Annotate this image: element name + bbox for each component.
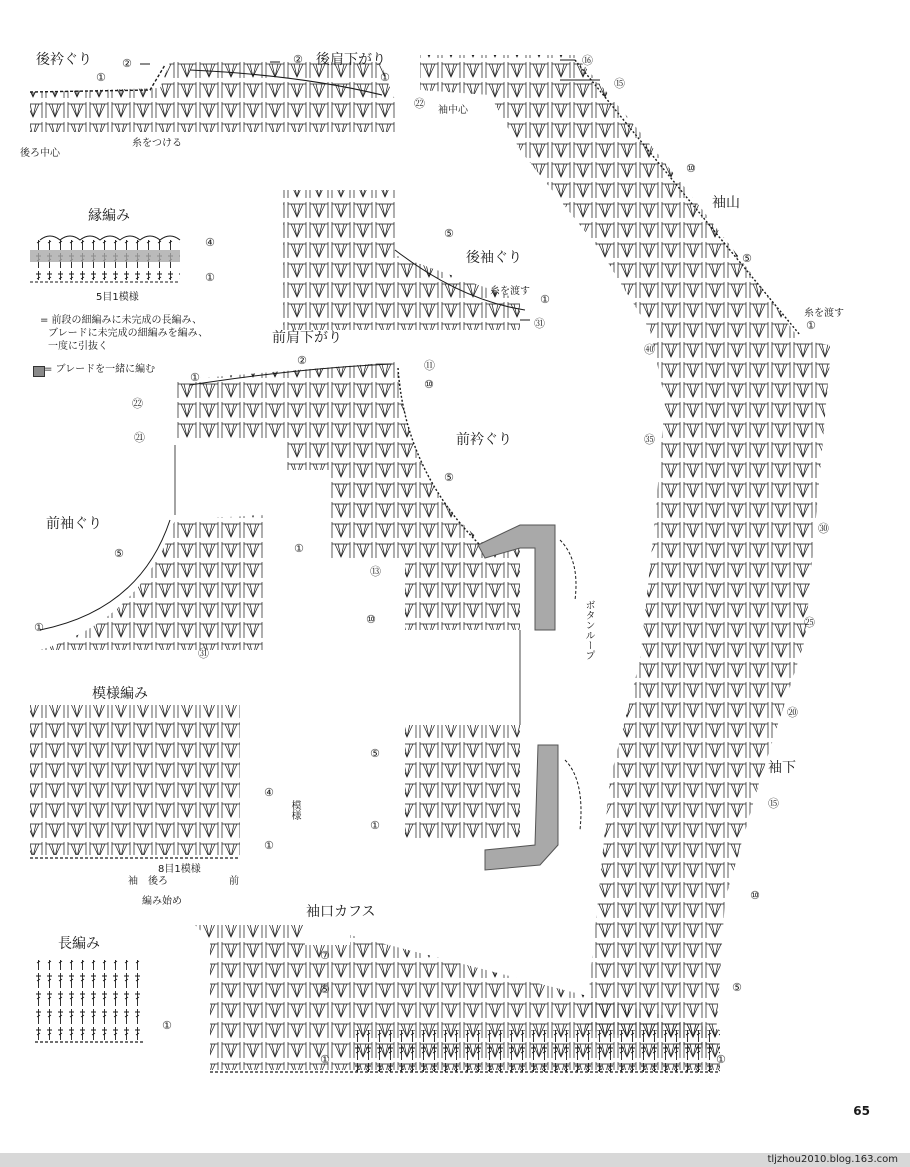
row-number: ① (205, 271, 215, 284)
row-number: ㉒ (132, 397, 143, 410)
row-number: ⑦ (320, 949, 330, 962)
row-number: ㉒ (414, 97, 425, 110)
row-number: ⑩ (366, 613, 376, 626)
back-short-label: 後ろ (148, 876, 168, 887)
row-number: ① (264, 839, 274, 852)
row-number: ⑩ (686, 162, 696, 175)
sleeve-short-label: 袖 (128, 876, 138, 887)
footer-bar (0, 1153, 910, 1167)
double-crochet-label: 長編み (58, 936, 100, 952)
row-number: ⑩ (750, 889, 760, 902)
row-number: ② (122, 57, 132, 70)
row-number: ⑤ (114, 547, 124, 560)
row-number: ⑮ (614, 77, 625, 90)
underarm-label: 袖下 (768, 760, 796, 776)
front-armhole-label: 前袖ぐり (46, 516, 102, 532)
pass-yarn-label: 糸を渡す (490, 286, 530, 297)
row-number: ① (540, 293, 550, 306)
row-number: ① (294, 542, 304, 555)
row-number: ㉑ (134, 431, 145, 444)
row-number: ⑪ (424, 359, 435, 372)
row-number: ④ (205, 236, 215, 249)
row-number: ① (162, 1019, 172, 1032)
cuff-label: 袖口カフス (306, 904, 376, 920)
row-number: ① (716, 1053, 726, 1066)
row-number: ① (96, 71, 106, 84)
repeat-5-label: 5目1模様 (96, 292, 139, 303)
repeat-8-label: 8目1模様 (158, 864, 201, 875)
row-number: ⑤ (320, 983, 330, 996)
row-number: ㉚ (818, 522, 829, 535)
page-number: 65 (853, 1104, 870, 1118)
row-number: ⑤ (732, 981, 742, 994)
row-number: ① (34, 621, 44, 634)
edging-label: 縁編み (88, 208, 130, 224)
row-number: ㉛ (198, 647, 209, 660)
sleeve-cap-label: 袖山 (712, 195, 740, 211)
back-neckline-label: 後衿ぐり (36, 52, 92, 68)
row-number: ㊵ (644, 343, 655, 356)
legend-line-3: 一度に引抜く (48, 341, 108, 352)
back-shoulder-slope-label: 後肩下がり (316, 52, 386, 68)
row-number: ① (320, 1053, 330, 1066)
row-number: ② (297, 354, 307, 367)
row-number: ⑮ (768, 797, 779, 810)
legend-line-4: = ブレードを一緒に編む (44, 364, 156, 375)
row-number: ⑩ (424, 378, 434, 391)
row-number: ① (190, 371, 200, 384)
pattern-stitch-label: 模様編み (92, 686, 148, 702)
back-center-label: 後ろ中心 (20, 148, 60, 159)
front-neckline-label: 前衿ぐり (456, 432, 512, 448)
row-number: ⑤ (444, 471, 454, 484)
row-number: ④ (264, 786, 274, 799)
row-number: ⑯ (582, 54, 593, 67)
front-short-label: 前 (229, 876, 239, 887)
attach-yarn-label: 糸をつける (132, 138, 182, 149)
legend-line-2: ブレードに未完成の細編みを編み、 (48, 328, 209, 339)
row-number: ⑬ (370, 565, 381, 578)
sleeve-center-label: 袖中心 (438, 105, 468, 116)
row-number: ㉛ (534, 317, 545, 330)
row-number: ⑤ (444, 227, 454, 240)
row-number: ⑳ (787, 706, 798, 719)
row-number: ① (370, 819, 380, 832)
pass-yarn-label: 糸を渡す (804, 308, 844, 319)
start-label: 編み始め (142, 896, 182, 907)
pattern-repeat-label: 模様 (289, 800, 300, 820)
front-shoulder-slope-label: 前肩下がり (272, 330, 342, 346)
row-number: ⑤ (370, 747, 380, 760)
legend-line-1: = 前段の細編みに未完成の長編み、 (40, 315, 203, 326)
button-loop-label: ボタンループ (583, 600, 594, 660)
watermark-text: tljzhou2010.blog.163.com (767, 1154, 898, 1165)
row-number: ㉟ (644, 433, 655, 446)
row-number: ① (380, 71, 390, 84)
row-number: ㉕ (804, 616, 815, 629)
row-number: ⑤ (742, 252, 752, 265)
row-number: ② (293, 53, 303, 66)
row-number: ① (806, 319, 816, 332)
back-armhole-label: 後袖ぐり (466, 250, 522, 266)
